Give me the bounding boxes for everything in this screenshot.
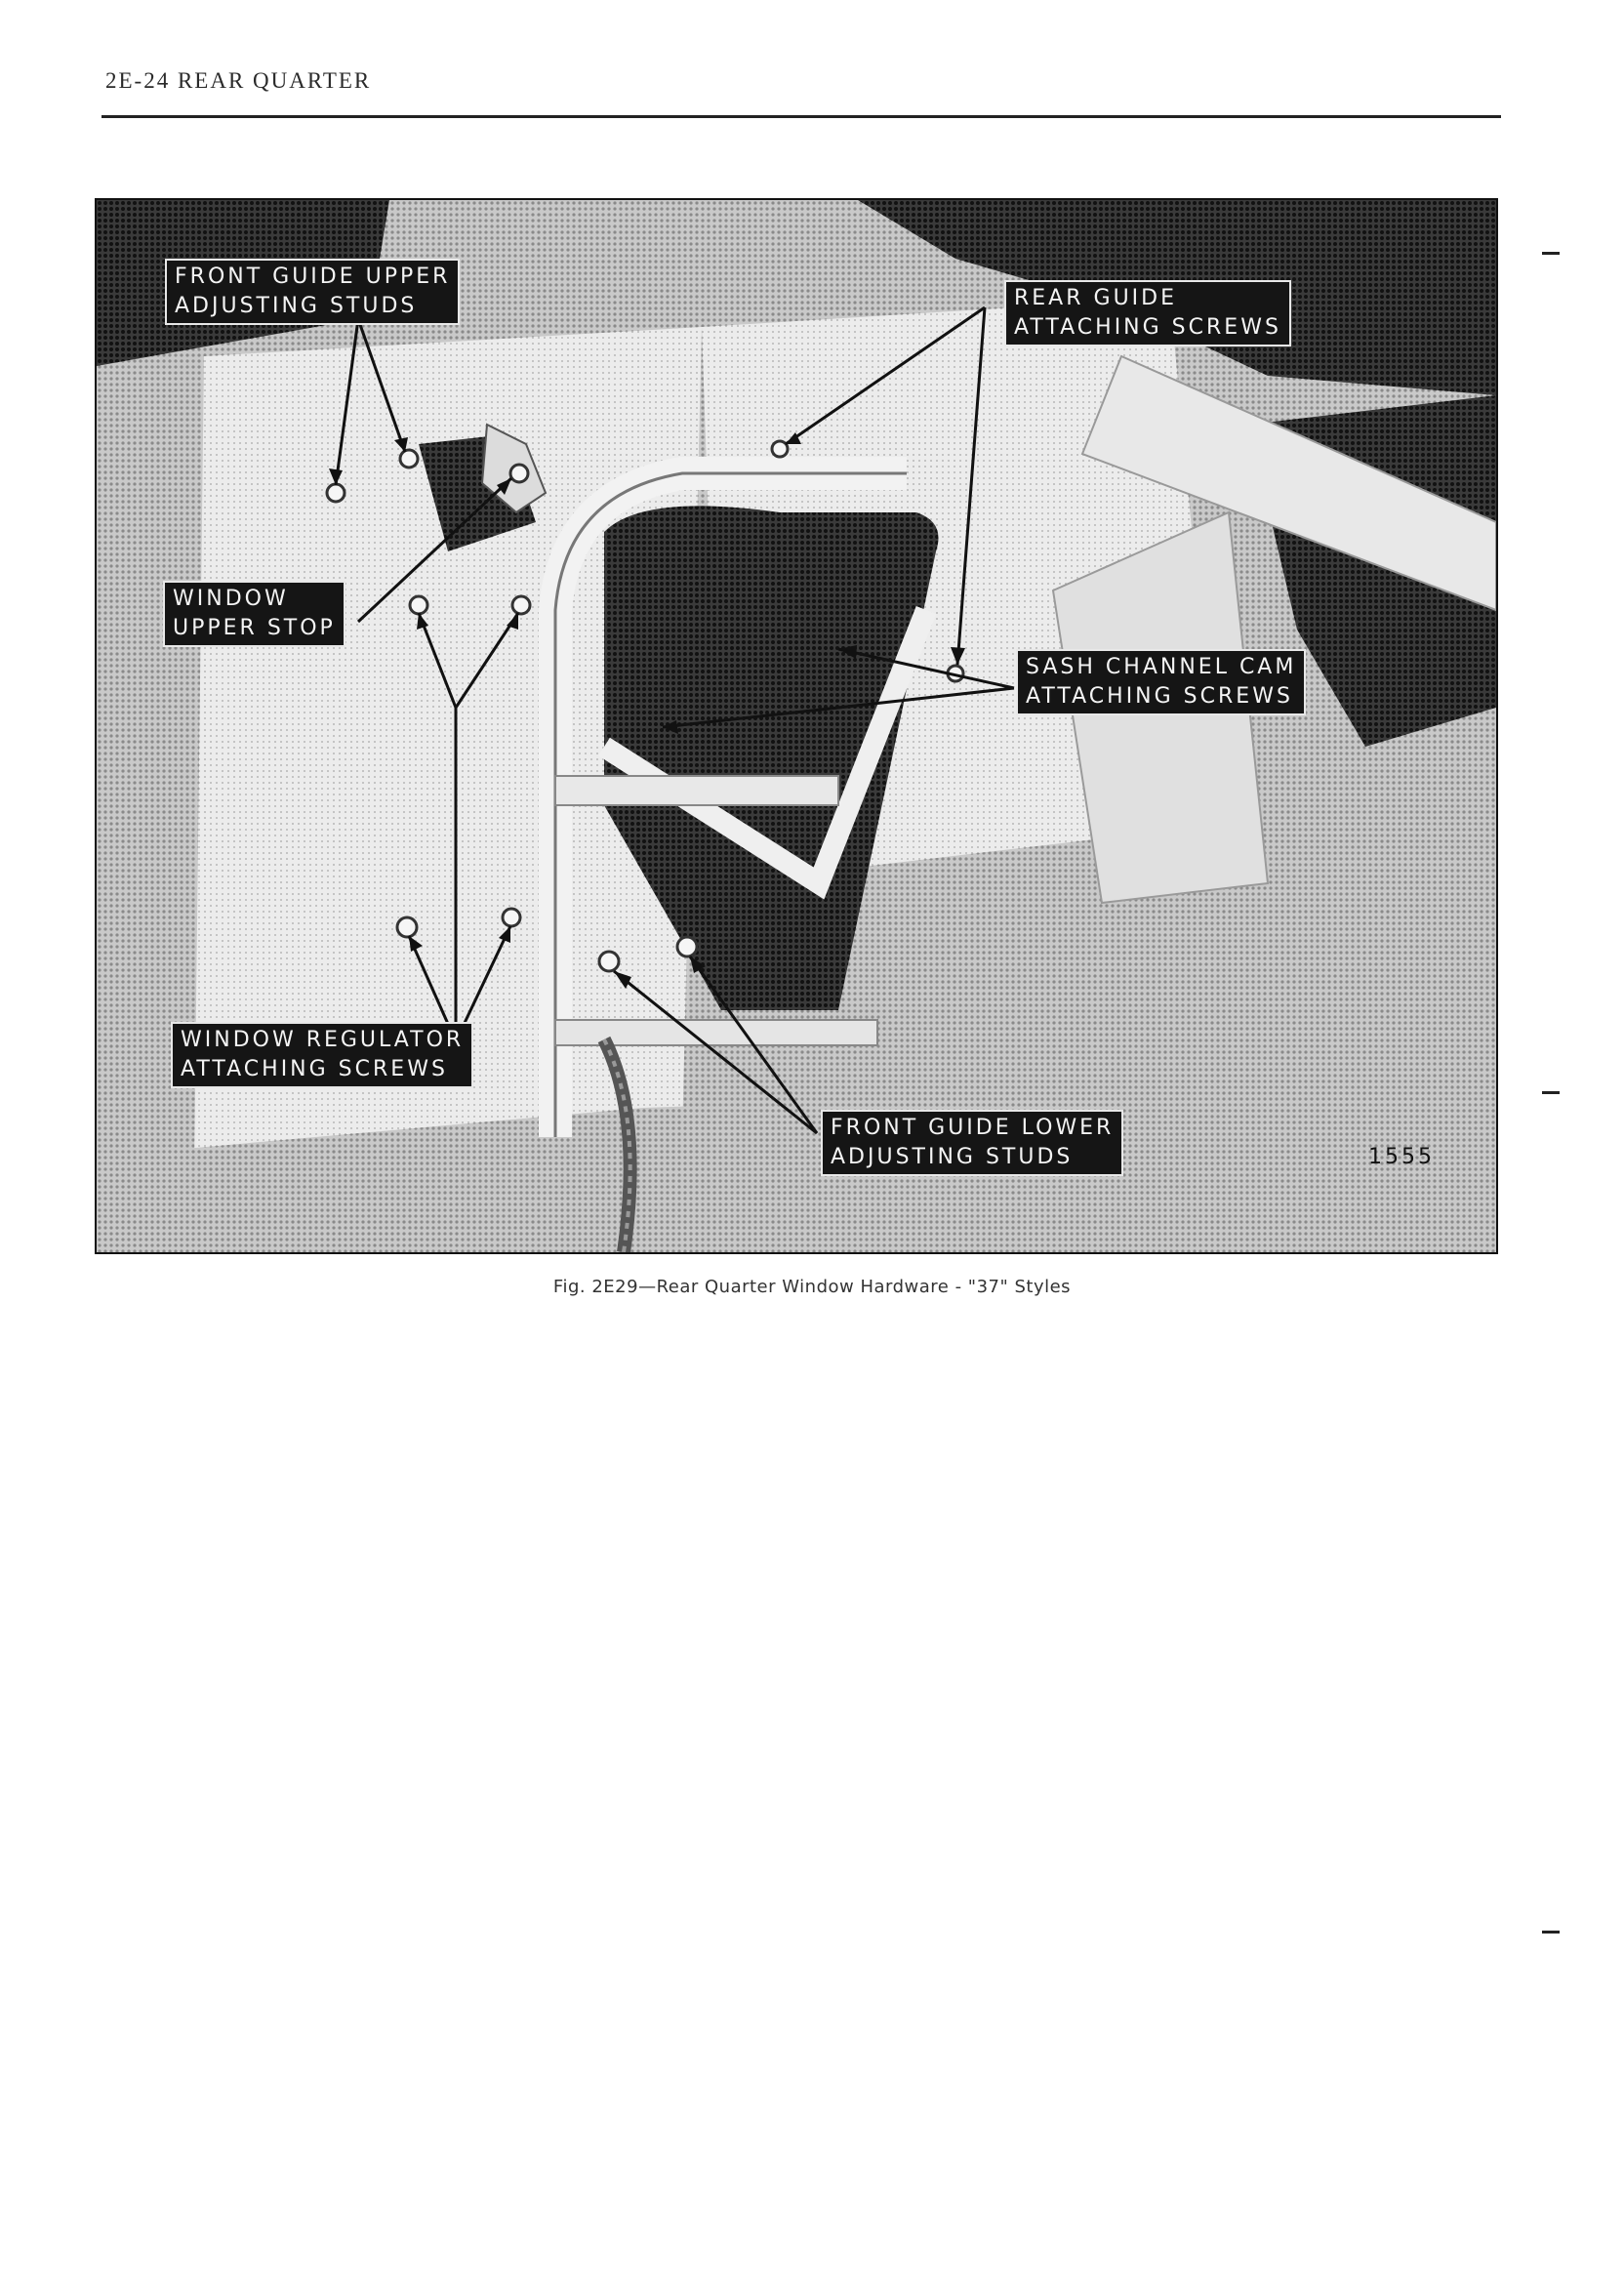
callout-window-regulator: WINDOW REGULATOR ATTACHING SCREWS (171, 1022, 473, 1088)
callout-front-guide-upper: FRONT GUIDE UPPER ADJUSTING STUDS (165, 259, 460, 325)
page-header: 2E-24 REAR QUARTER (105, 68, 372, 93)
figure-caption: Fig. 2E29—Rear Quarter Window Hardware - "37" Styles (552, 1277, 1072, 1297)
figure-photo (95, 198, 1498, 1254)
figure-number: 1555 (1368, 1145, 1435, 1169)
header-rule (102, 115, 1501, 118)
callout-rear-guide: REAR GUIDE ATTACHING SCREWS (1004, 280, 1291, 346)
photo-illustration (97, 200, 1496, 1252)
callout-window-upper-stop: WINDOW UPPER STOP (163, 581, 345, 647)
callout-sash-channel-cam: SASH CHANNEL CAM ATTACHING SCREWS (1016, 649, 1306, 715)
margin-mark (1542, 252, 1560, 255)
callout-front-guide-lower: FRONT GUIDE LOWER ADJUSTING STUDS (821, 1110, 1123, 1176)
margin-mark (1542, 1091, 1560, 1094)
margin-mark (1542, 1931, 1560, 1934)
